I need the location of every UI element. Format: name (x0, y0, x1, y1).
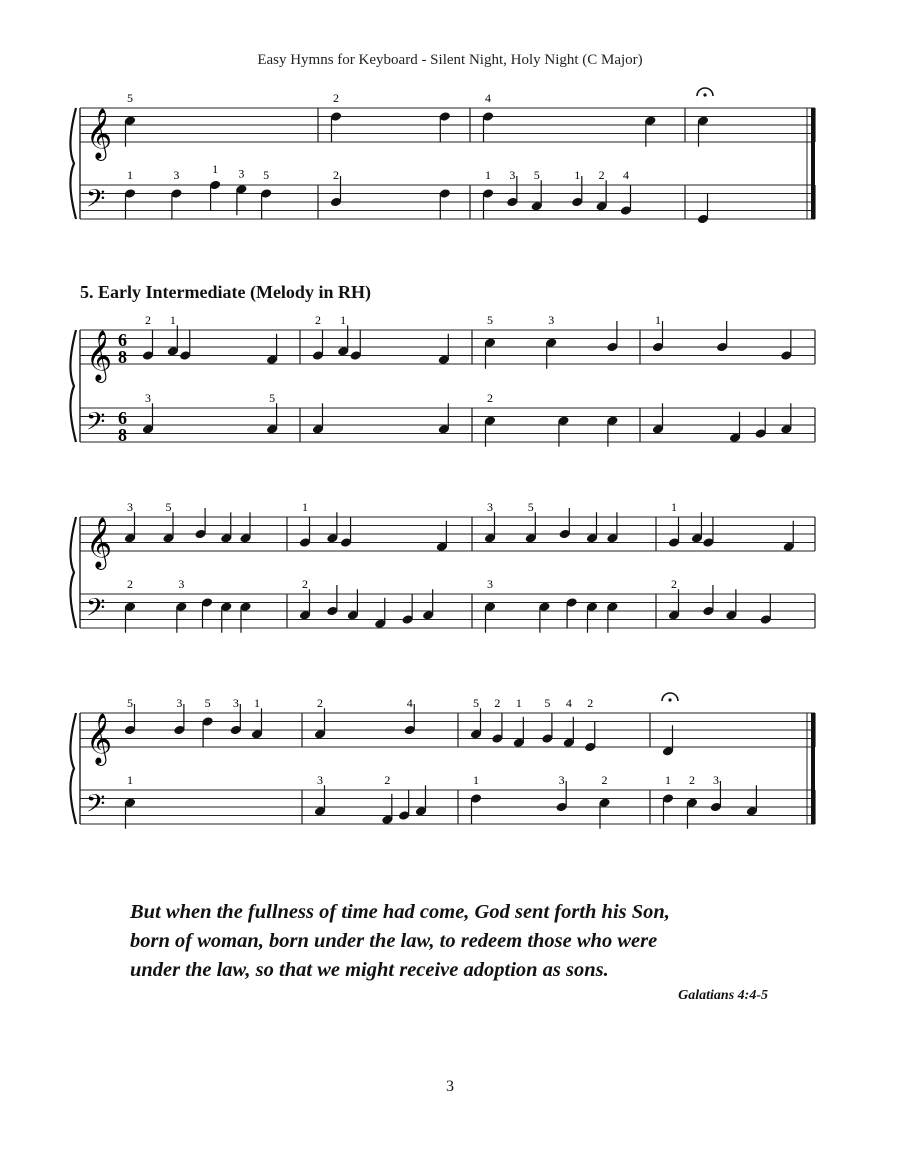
fingering-number: 4 (485, 91, 491, 105)
fingering-number: 4 (622, 168, 629, 182)
fingering-number: 3 (558, 773, 565, 787)
fingering-number: 3 (173, 168, 180, 182)
verse-line: under the law, so that we might receive adoption as sons. (130, 959, 609, 981)
fingering-number: 3 (509, 168, 516, 182)
fingering-number: 1 (574, 168, 581, 182)
fermata-dot (668, 698, 671, 701)
bass-staff (80, 408, 815, 442)
fingering-number: 2 (487, 391, 493, 405)
fingering-number: 3 (145, 391, 151, 405)
fingering-number: 1 (253, 696, 260, 710)
fingering-number: 5 (533, 168, 540, 182)
fingering-number: 2 (494, 696, 501, 710)
fingering-number: 5 (127, 696, 133, 710)
system-brace (70, 713, 76, 824)
fingering-number: 2 (333, 91, 339, 105)
fingering-number: 3 (712, 773, 719, 787)
time-signature-top: 6 (118, 330, 127, 350)
fingering-number: 3 (487, 577, 493, 591)
treble-clef-icon: 𝄞 (86, 518, 113, 567)
fingering-number: 2 (598, 168, 605, 182)
fingering-number: 1 (671, 500, 677, 514)
fingering-number: 3 (232, 696, 239, 710)
fingering-number: 2 (671, 577, 677, 591)
fingering-number: 2 (317, 696, 323, 710)
fingering-number: 1 (485, 168, 491, 182)
page-number: 3 (446, 1078, 454, 1095)
fingering-number: 1 (655, 313, 661, 327)
fingering-number: 2 (688, 773, 695, 787)
fingering-number: 5 (527, 500, 534, 514)
fingering-number: 1 (473, 773, 479, 787)
fingering-number: 5 (473, 696, 479, 710)
fingering-number: 1 (515, 696, 522, 710)
fingering-number: 1 (127, 773, 133, 787)
music-system (70, 88, 815, 224)
fingering-number: 2 (127, 577, 133, 591)
system-brace (70, 108, 76, 219)
fingering-number: 5 (544, 696, 551, 710)
fingering-number: 2 (145, 313, 151, 327)
page-header: Easy Hymns for Keyboard - Silent Night, Holy Night (C Major) (257, 52, 643, 68)
section-heading: 5. Early Intermediate (Melody in RH) (80, 282, 371, 302)
fingering-number: 4 (565, 696, 572, 710)
fingering-number: 5 (204, 696, 211, 710)
bass-staff (80, 790, 815, 824)
final-barline (811, 108, 815, 219)
fingering-number: 2 (333, 168, 339, 182)
treble-clef-icon: 𝄞 (86, 331, 113, 380)
bass-clef-icon: 𝄢 (86, 790, 106, 824)
fingering-number: 1 (340, 313, 347, 327)
scripture-verse (130, 898, 810, 985)
fingering-number: 2 (302, 577, 308, 591)
fingering-number: 1 (212, 162, 219, 176)
time-signature-top: 6 (118, 408, 127, 428)
time-signature-bottom: 8 (118, 425, 127, 445)
final-barline (811, 713, 815, 824)
verse-line: born of woman, born under the law, to redeem those who were (130, 930, 658, 952)
music-system (70, 313, 815, 447)
fingering-number: 1 (302, 500, 308, 514)
bass-clef-icon: 𝄢 (86, 185, 106, 219)
fingering-number: 3 (548, 313, 555, 327)
fingering-number: 2 (384, 773, 391, 787)
fingering-number: 5 (127, 91, 133, 105)
fingering-number: 2 (601, 773, 608, 787)
fingering-number: 3 (178, 577, 185, 591)
fingering-number: 1 (665, 773, 671, 787)
fingering-number: 5 (487, 313, 493, 327)
time-signature-bottom: 8 (118, 347, 127, 367)
system-brace (70, 517, 76, 628)
system-brace (70, 330, 76, 442)
scripture-citation: Galatians 4:4-5 (678, 988, 768, 1003)
fingering-number: 5 (263, 168, 270, 182)
verse-line: But when the fullness of time had come, God sent forth his Son, (130, 901, 670, 923)
fingering-number: 5 (165, 500, 172, 514)
fingering-number: 5 (269, 391, 276, 405)
treble-staff (80, 517, 815, 551)
fingering-number: 1 (169, 313, 176, 327)
bass-clef-icon: 𝄢 (86, 408, 106, 442)
fingering-number: 1 (127, 168, 133, 182)
fingering-number: 3 (176, 696, 183, 710)
fingering-number: 4 (406, 696, 413, 710)
treble-staff (80, 713, 815, 747)
fingering-number: 3 (238, 166, 245, 181)
bass-clef-icon: 𝄢 (86, 594, 106, 628)
treble-clef-icon: 𝄞 (86, 714, 113, 763)
fingering-number: 2 (587, 696, 594, 710)
fingering-number: 3 (487, 500, 493, 514)
music-system (70, 693, 815, 829)
music-system (70, 500, 815, 633)
fingering-number: 2 (315, 313, 321, 327)
fingering-number: 3 (317, 773, 323, 787)
fermata-dot (703, 93, 706, 96)
fingering-number: 3 (127, 500, 133, 514)
treble-clef-icon: 𝄞 (86, 109, 113, 158)
